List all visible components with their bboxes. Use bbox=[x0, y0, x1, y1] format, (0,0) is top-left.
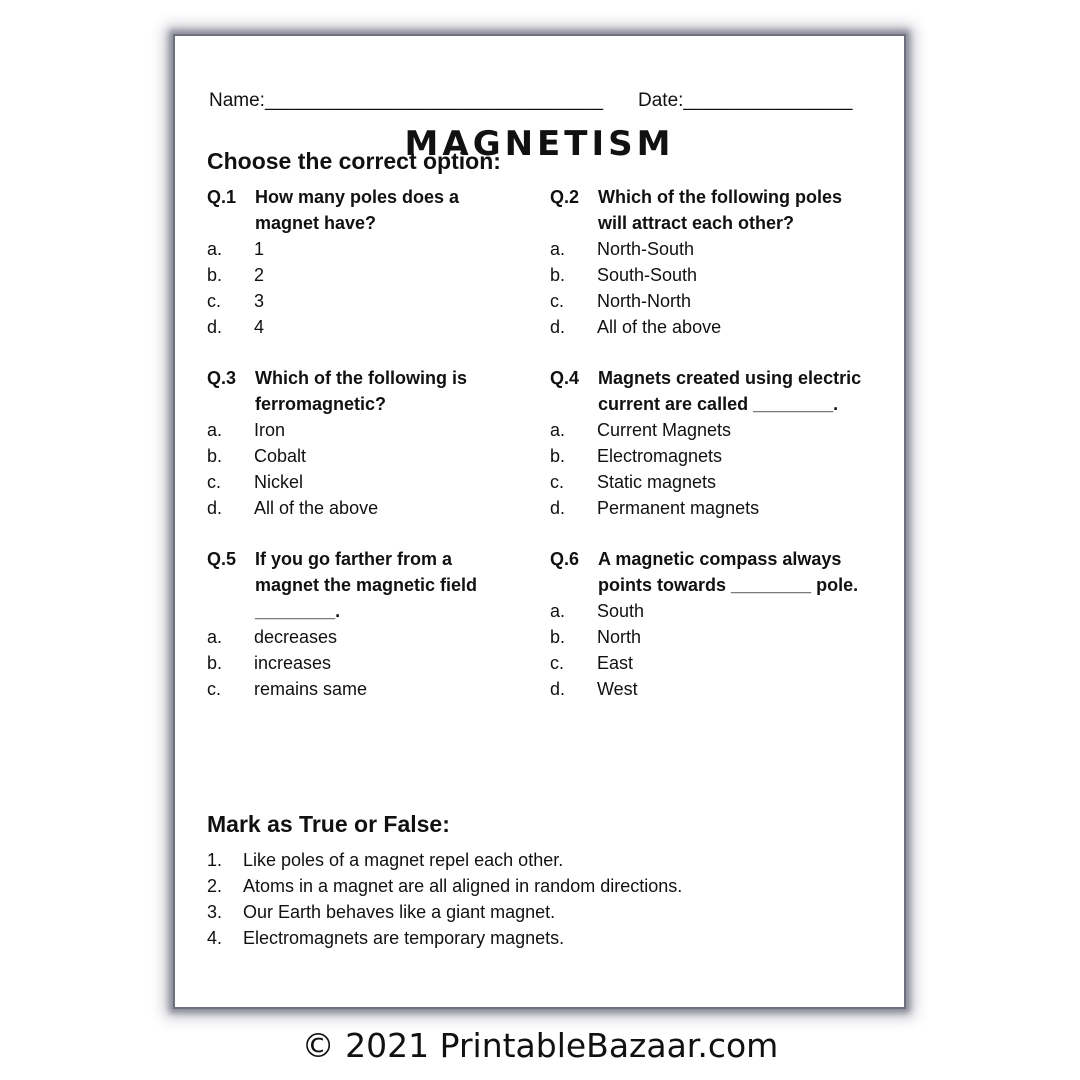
option-letter: c. bbox=[207, 472, 222, 492]
option-letter: d. bbox=[550, 317, 566, 337]
option-text: Current Magnets bbox=[597, 420, 732, 440]
option bbox=[550, 624, 880, 650]
option-text: East bbox=[597, 653, 634, 673]
option-text: Electromagnets bbox=[597, 446, 723, 466]
question-text: If you go farther from a magnet the magnetic field ________. bbox=[255, 549, 478, 621]
option bbox=[550, 598, 880, 624]
item-number: 2. bbox=[207, 876, 223, 896]
option-letter: a. bbox=[550, 420, 566, 440]
worksheet-page bbox=[175, 36, 904, 1007]
option bbox=[207, 676, 537, 702]
question-5 bbox=[207, 546, 537, 702]
date-field-label: Date:________________ bbox=[638, 90, 853, 111]
list-item bbox=[207, 899, 682, 925]
question-text: A magnetic compass always points towards ________ pole. bbox=[598, 549, 859, 595]
option-letter: c. bbox=[550, 291, 565, 311]
option-letter: a. bbox=[550, 239, 566, 259]
option-letter: c. bbox=[550, 472, 565, 492]
option-text: Nickel bbox=[254, 472, 304, 492]
question-number: Q.1 bbox=[207, 187, 237, 207]
option bbox=[550, 236, 880, 262]
option bbox=[550, 469, 880, 495]
option-text: All of the above bbox=[597, 317, 722, 337]
section-title-true-false: Mark as True or False: bbox=[207, 811, 450, 837]
question-2 bbox=[550, 184, 880, 340]
option bbox=[550, 443, 880, 469]
option-text: Cobalt bbox=[254, 446, 307, 466]
question-text: Which of the following is ferromagnetic? bbox=[255, 368, 467, 414]
option-text: Permanent magnets bbox=[597, 498, 760, 518]
option bbox=[550, 288, 880, 314]
question-number: Q.4 bbox=[550, 368, 580, 388]
list-item bbox=[207, 925, 682, 951]
copyright-footer: © 2021 PrintableBazaar.com bbox=[301, 1026, 779, 1065]
question-3 bbox=[207, 365, 537, 521]
option bbox=[550, 676, 880, 702]
option bbox=[207, 443, 537, 469]
question-number: Q.5 bbox=[207, 549, 237, 569]
option-text: North-North bbox=[597, 291, 692, 311]
list-item bbox=[207, 847, 682, 873]
item-text: Electromagnets are temporary magnets. bbox=[243, 928, 565, 948]
item-number: 1. bbox=[207, 850, 223, 870]
option bbox=[550, 417, 880, 443]
option-letter: a. bbox=[207, 239, 223, 259]
true-false-list bbox=[207, 847, 682, 951]
name-field-label: Name:________________________________ bbox=[209, 90, 604, 111]
option-text: 4 bbox=[254, 317, 265, 337]
item-number: 3. bbox=[207, 902, 223, 922]
option bbox=[550, 314, 880, 340]
option-text: increases bbox=[254, 653, 332, 673]
option-letter: b. bbox=[207, 265, 223, 285]
option-text: All of the above bbox=[254, 498, 379, 518]
worksheet-title: MAGNETISM bbox=[404, 124, 675, 164]
option bbox=[207, 650, 537, 676]
question-number: Q.6 bbox=[550, 549, 580, 569]
question-text: How many poles does a magnet have? bbox=[255, 187, 460, 233]
option bbox=[207, 262, 537, 288]
option-letter: d. bbox=[550, 679, 566, 699]
option bbox=[207, 314, 537, 340]
option-letter: a. bbox=[207, 420, 223, 440]
option bbox=[550, 495, 880, 521]
option bbox=[207, 288, 537, 314]
question-number: Q.2 bbox=[550, 187, 580, 207]
option bbox=[207, 417, 537, 443]
question-text: Which of the following poles will attract each other? bbox=[598, 187, 842, 233]
option-text: 2 bbox=[254, 265, 265, 285]
question-6 bbox=[550, 546, 880, 702]
question-number: Q.3 bbox=[207, 368, 237, 388]
option bbox=[207, 495, 537, 521]
option-letter: c. bbox=[550, 653, 565, 673]
option-letter: d. bbox=[207, 498, 223, 518]
item-text: Like poles of a magnet repel each other. bbox=[243, 850, 564, 870]
item-text: Our Earth behaves like a giant magnet. bbox=[243, 902, 556, 922]
option-letter: b. bbox=[207, 653, 223, 673]
list-item bbox=[207, 873, 682, 899]
question-text: Magnets created using electric current are called ________. bbox=[598, 368, 862, 414]
option-letter: b. bbox=[550, 627, 566, 647]
option-text: South bbox=[597, 601, 645, 621]
option-letter: b. bbox=[550, 265, 566, 285]
option bbox=[550, 262, 880, 288]
item-text: Atoms in a magnet are all aligned in random directions. bbox=[243, 876, 683, 896]
option-letter: b. bbox=[550, 446, 566, 466]
option-text: remains same bbox=[254, 679, 368, 699]
option-letter: c. bbox=[207, 679, 222, 699]
section-title-multiple-choice: Choose the correct option: bbox=[207, 148, 501, 174]
option-text: decreases bbox=[254, 627, 338, 647]
option-text: 1 bbox=[254, 239, 265, 259]
question-1 bbox=[207, 184, 537, 340]
question-4 bbox=[550, 365, 880, 521]
option bbox=[207, 624, 537, 650]
option-letter: d. bbox=[550, 498, 566, 518]
option-text: North-South bbox=[597, 239, 695, 259]
item-number: 4. bbox=[207, 928, 223, 948]
option-text: Iron bbox=[254, 420, 286, 440]
option-letter: a. bbox=[550, 601, 566, 621]
option-text: North bbox=[597, 627, 642, 647]
option-text: West bbox=[597, 679, 638, 699]
option bbox=[207, 236, 537, 262]
option-text: 3 bbox=[254, 291, 265, 311]
option-letter: a. bbox=[207, 627, 223, 647]
option-text: South-South bbox=[597, 265, 698, 285]
option-text: Static magnets bbox=[597, 472, 717, 492]
option-letter: c. bbox=[207, 291, 222, 311]
option-letter: b. bbox=[207, 446, 223, 466]
option bbox=[550, 650, 880, 676]
option-letter: d. bbox=[207, 317, 223, 337]
option bbox=[207, 469, 537, 495]
